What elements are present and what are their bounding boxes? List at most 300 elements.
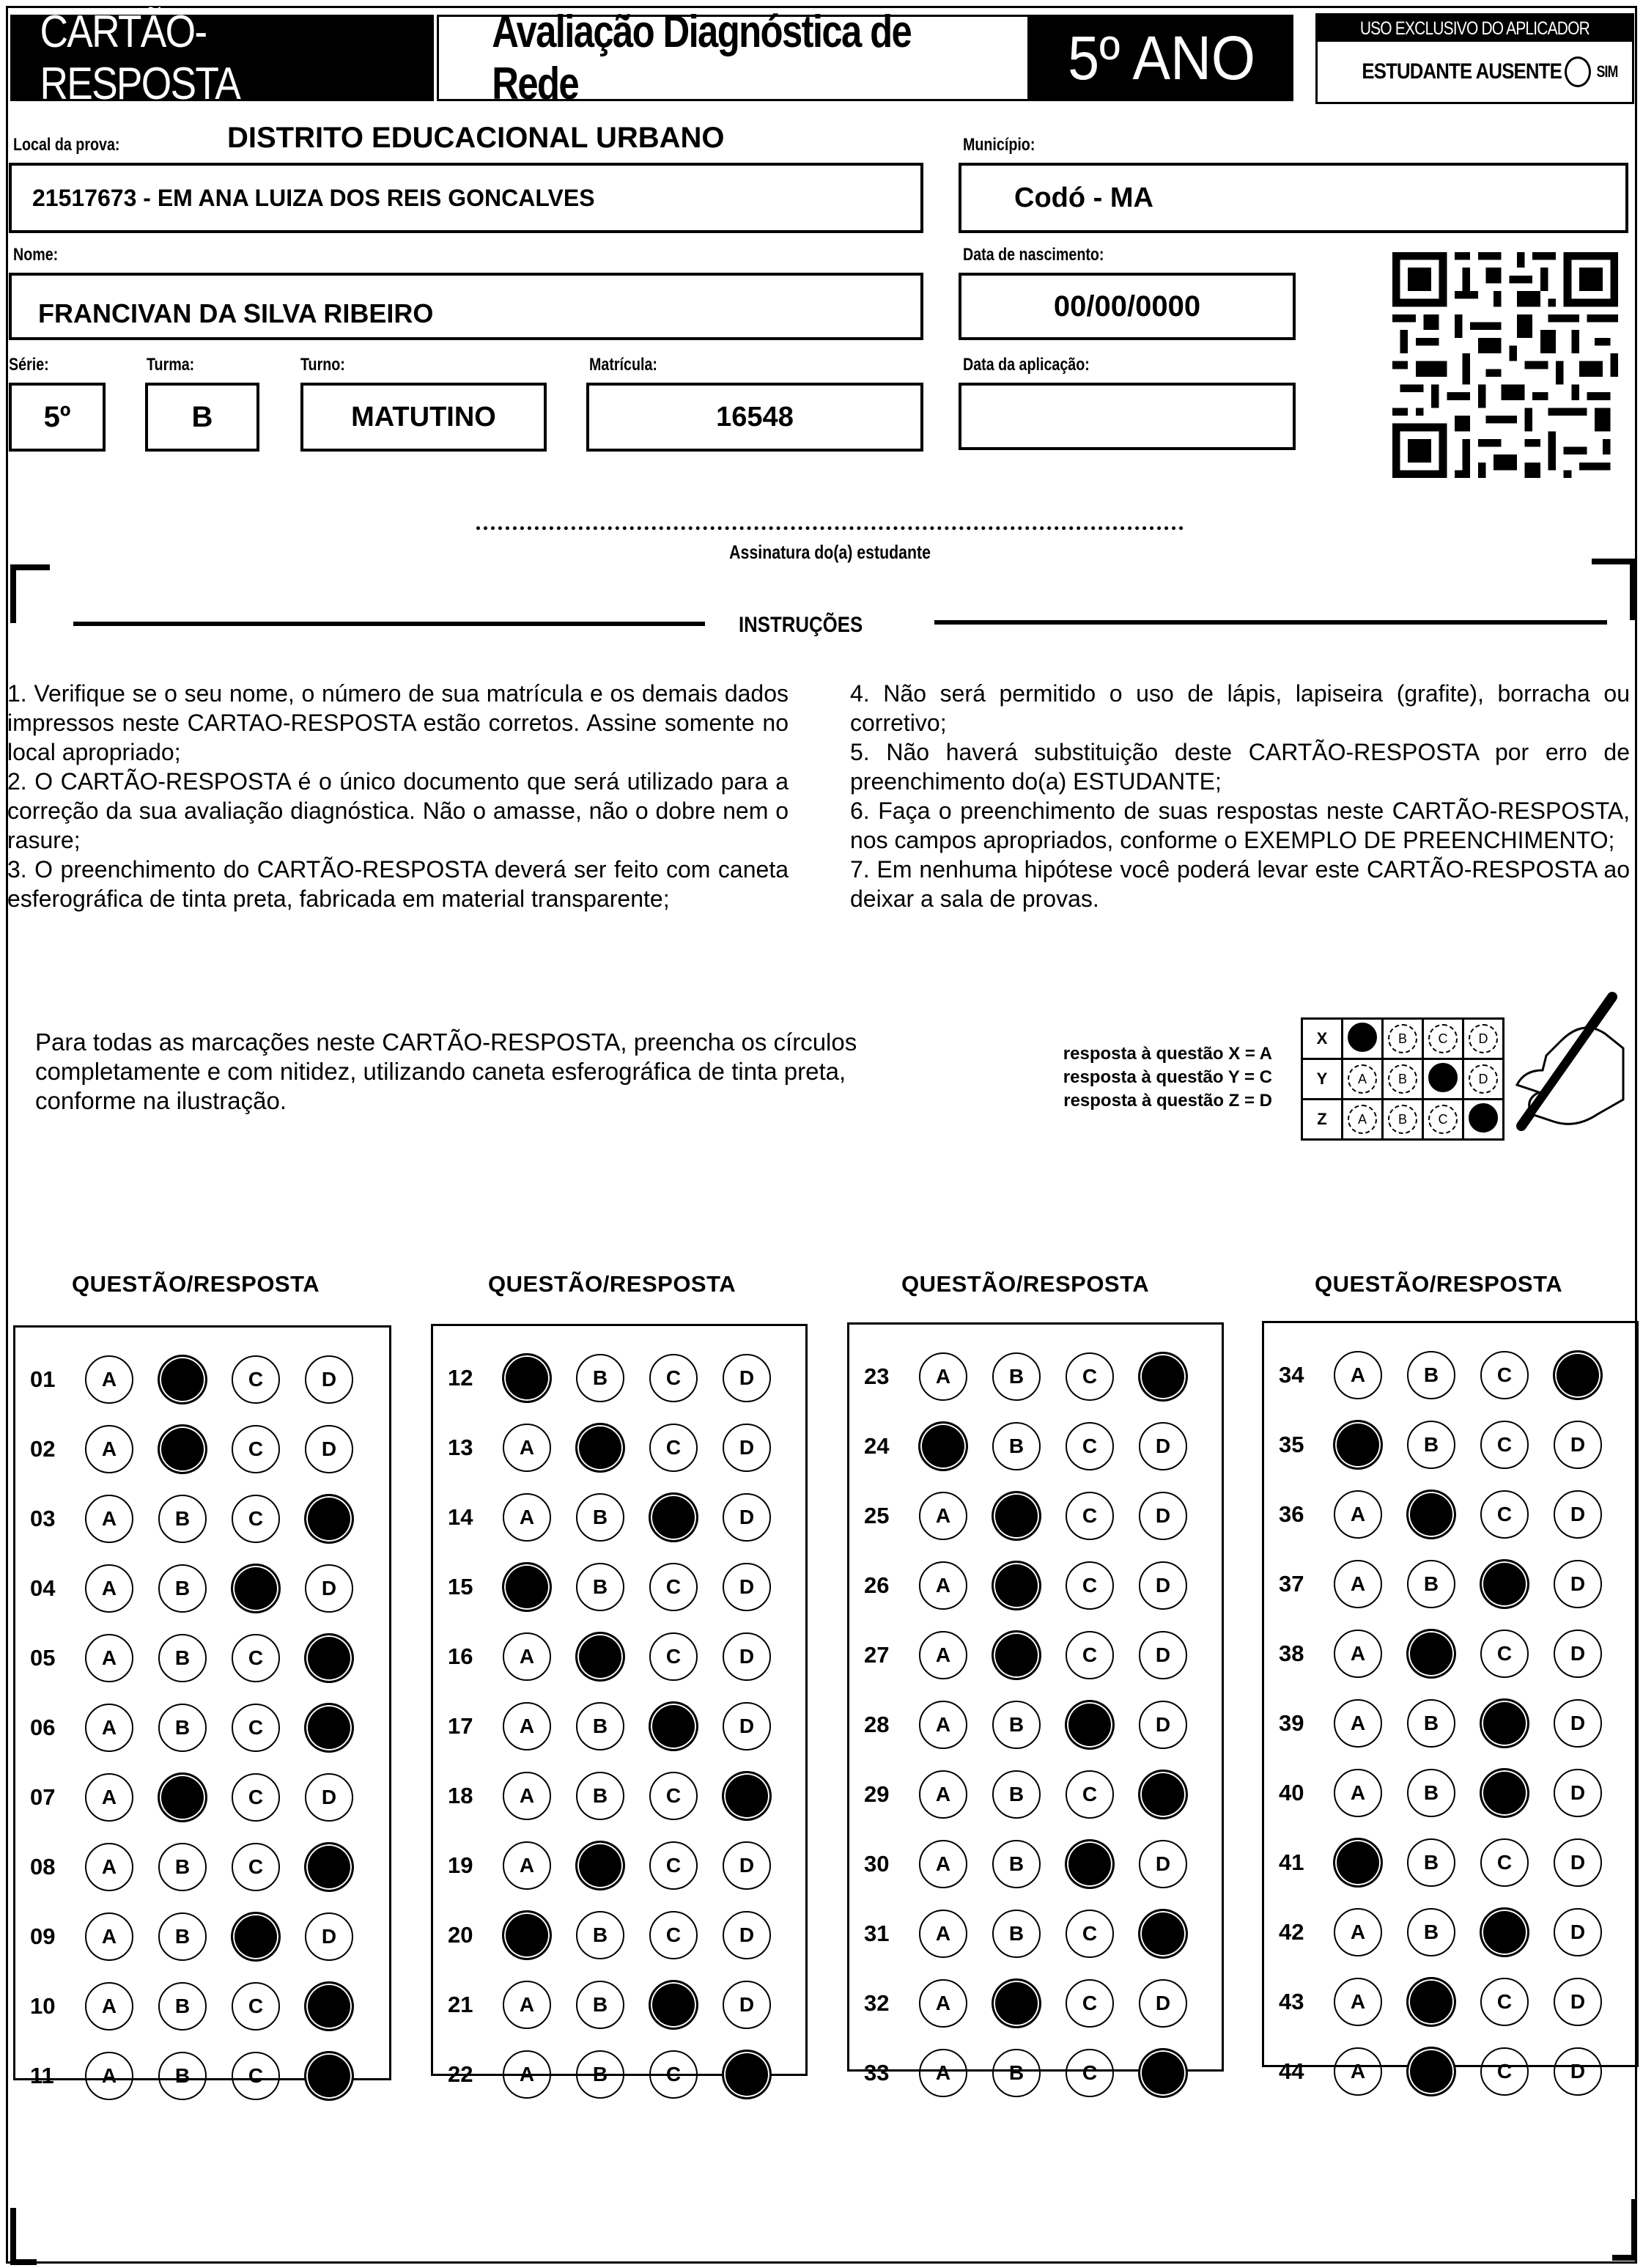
bubble-letter: A <box>519 1645 535 1668</box>
bubble-letter: C <box>665 1923 682 1946</box>
question-row <box>849 2047 1222 2099</box>
instruction-item: 1. Verifique se o seu nome, o número de sua matrícula e os demais dados impressos neste CARTAO-RESPOSTA estão corretos. Assine somente no local apropriado; <box>7 680 789 765</box>
answer-bubble[interactable] <box>85 1704 133 1752</box>
answer-bubble[interactable] <box>1334 1351 1382 1399</box>
answer-bubble[interactable] <box>503 1702 551 1750</box>
answer-bubble[interactable] <box>85 1495 133 1543</box>
answer-bubble-marked[interactable] <box>305 1704 353 1752</box>
answer-bubble[interactable] <box>1139 1979 1187 2028</box>
bubble-letter: D <box>739 1645 755 1668</box>
instructions-heading-text: INSTRUÇÕES <box>739 613 863 637</box>
answer-bubble[interactable] <box>1066 1352 1114 1401</box>
question-row <box>15 1981 389 2032</box>
bubble-letter: D <box>739 1993 755 2016</box>
bubble-letter: D <box>321 1437 337 1460</box>
question-row <box>15 1702 389 1753</box>
answer-bubble[interactable] <box>1066 1422 1114 1470</box>
answer-bubble-marked[interactable] <box>305 2052 353 2100</box>
answer-bubble[interactable] <box>723 1424 771 1472</box>
question-number: 29 <box>864 1781 890 1807</box>
answer-bubble[interactable] <box>503 1841 551 1890</box>
answer-bubble[interactable] <box>576 1911 624 1959</box>
answer-bubble[interactable] <box>1407 1560 1455 1608</box>
bubble-letter: B <box>592 1993 608 2016</box>
bubble-letter: C <box>248 1786 264 1808</box>
question-row <box>849 1560 1222 1611</box>
exam-title: Avaliação Diagnóstica de Rede <box>492 7 912 109</box>
answer-bubble[interactable] <box>919 1561 967 1610</box>
answer-bubble[interactable] <box>1139 1701 1187 1749</box>
question-row <box>1264 1767 1636 1819</box>
question-number: 19 <box>448 1852 473 1878</box>
answer-bubble-marked[interactable] <box>503 1354 551 1402</box>
bubble-letter: C <box>1496 1990 1513 2013</box>
answer-bubble-marked[interactable] <box>1554 1351 1602 1399</box>
answer-bubble[interactable] <box>1334 1630 1382 1678</box>
answer-bubble-marked[interactable] <box>1139 2049 1187 2097</box>
answer-bubble-marked[interactable] <box>1480 1769 1529 1817</box>
fill-example-legend <box>997 1042 1272 1113</box>
question-row <box>433 1422 805 1473</box>
answer-bubble[interactable] <box>1407 1699 1455 1748</box>
answer-bubble[interactable] <box>919 1840 967 1888</box>
answer-bubble-marked[interactable] <box>576 1841 624 1890</box>
question-row <box>849 1838 1222 1890</box>
answer-bubble[interactable] <box>232 1773 280 1822</box>
bubble-letter: B <box>1423 1363 1439 1386</box>
bubble-letter: B <box>174 1925 191 1948</box>
example-cell <box>1423 1100 1463 1140</box>
answer-bubble-marked[interactable] <box>158 1773 207 1822</box>
answer-bubble[interactable] <box>649 1911 698 1959</box>
answer-bubble[interactable] <box>919 1352 967 1401</box>
signature-caption <box>476 541 1184 564</box>
answer-bubble[interactable] <box>232 1843 280 1891</box>
bubble-letter: A <box>935 1574 951 1597</box>
answer-bubble[interactable] <box>576 1772 624 1820</box>
instruction-item: 5. Não haverá substituição deste CARTÃO-RESPOSTA por erro de preenchimento do(a) ESTUDANTE; <box>850 739 1630 795</box>
answer-bubble[interactable] <box>503 1493 551 1542</box>
answer-bubble[interactable] <box>1334 1908 1382 1956</box>
answer-bubble-marked[interactable] <box>1066 1701 1114 1749</box>
answer-bubble-marked[interactable] <box>1407 1630 1455 1678</box>
answer-bubble[interactable] <box>232 1495 280 1543</box>
answer-bubble[interactable] <box>992 2049 1041 2097</box>
question-number: 27 <box>864 1642 890 1668</box>
municipality-value: Codó - MA <box>1014 182 1153 213</box>
answer-bubble-marked[interactable] <box>576 1632 624 1681</box>
bubble-letter: C <box>665 1366 682 1389</box>
answer-bubble-marked[interactable] <box>1066 1840 1114 1888</box>
answer-bubble[interactable] <box>1334 2047 1382 2096</box>
absent-label: ESTUDANTE AUSENTE <box>1362 59 1562 84</box>
bubble-letter: A <box>519 1436 535 1459</box>
bubble-letter: A <box>935 1783 951 1805</box>
answer-bubble[interactable] <box>158 1912 207 1961</box>
answer-bubble[interactable] <box>1554 1490 1602 1539</box>
answer-bubble[interactable] <box>992 1352 1041 1401</box>
answer-bubble[interactable] <box>649 1772 698 1820</box>
question-number: 41 <box>1279 1849 1304 1875</box>
answer-bubble[interactable] <box>1139 1840 1187 1888</box>
class-value: B <box>191 400 213 433</box>
bubble-letter: D <box>1570 1642 1586 1665</box>
answer-bubble[interactable] <box>158 1634 207 1682</box>
question-number: 16 <box>448 1643 473 1669</box>
bubble-letter: B <box>174 2064 191 2087</box>
answer-bubble[interactable] <box>992 1770 1041 1819</box>
answer-bubble[interactable] <box>158 1704 207 1752</box>
answer-bubble[interactable] <box>503 2050 551 2099</box>
answer-bubble[interactable] <box>1139 1561 1187 1610</box>
answer-bubble[interactable] <box>1066 1910 1114 1958</box>
answer-bubble-marked[interactable] <box>305 1843 353 1891</box>
answer-bubble[interactable] <box>992 1701 1041 1749</box>
answer-bubble[interactable] <box>649 1632 698 1681</box>
question-number: 21 <box>448 1992 473 2017</box>
question-row <box>433 1352 805 1404</box>
grade-title: 5º ANO <box>1068 23 1255 92</box>
answer-bubble-marked[interactable] <box>649 1493 698 1542</box>
answer-bubble[interactable] <box>723 1841 771 1890</box>
bubble-letter: C <box>665 1436 682 1459</box>
bubble-letter: A <box>935 1852 951 1875</box>
answer-bubble-marked[interactable] <box>992 1979 1041 2028</box>
applicator-title: USO EXCLUSIVO DO APLICADOR <box>1359 18 1590 39</box>
application-date-field[interactable] <box>959 383 1296 450</box>
answer-bubble[interactable] <box>1334 1490 1382 1539</box>
bubble-letter: C <box>248 2064 264 2087</box>
answer-bubble-marked[interactable] <box>1407 2047 1455 2096</box>
answer-bubble[interactable] <box>723 1354 771 1402</box>
bubble-letter: C <box>1496 1433 1513 1456</box>
bubble-letter: A <box>101 1716 117 1739</box>
name-value: FRANCIVAN DA SILVA RIBEIRO <box>38 298 434 328</box>
birth-field <box>959 273 1296 340</box>
answer-bubble[interactable] <box>1480 1978 1529 2026</box>
bubble-letter: C <box>665 1784 682 1807</box>
bubble-letter: B <box>1423 1851 1439 1874</box>
bubble-letter: B <box>1423 1712 1439 1734</box>
legend-line: resposta à questão Z = D <box>1063 1091 1272 1111</box>
question-row <box>433 1910 805 1961</box>
question-row <box>15 1563 389 1614</box>
answer-bubble[interactable] <box>1554 1421 1602 1469</box>
answer-bubble-marked[interactable] <box>649 1702 698 1750</box>
answer-bubble[interactable] <box>919 1910 967 1958</box>
answer-bubble-marked[interactable] <box>919 1422 967 1470</box>
answer-bubble-marked[interactable] <box>305 1634 353 1682</box>
question-number: 34 <box>1279 1362 1304 1388</box>
question-number: 39 <box>1279 1710 1304 1736</box>
question-row <box>1264 1419 1636 1470</box>
bubble-letter: A <box>519 1854 535 1877</box>
answer-bubble[interactable] <box>1407 1351 1455 1399</box>
question-number: 18 <box>448 1783 473 1808</box>
answer-bubble[interactable] <box>232 2052 280 2100</box>
bubble-letter: C <box>665 2063 682 2085</box>
answer-bubble[interactable] <box>1334 1699 1382 1748</box>
answer-bubble[interactable] <box>1066 1492 1114 1540</box>
bubble-letter: B <box>592 1784 608 1807</box>
answer-bubble[interactable] <box>723 1632 771 1681</box>
question-row <box>15 1772 389 1823</box>
answer-column-heading: QUESTÃO/RESPOSTA <box>1315 1271 1563 1297</box>
answer-bubble[interactable] <box>1554 1908 1602 1956</box>
answer-bubble[interactable] <box>158 1495 207 1543</box>
corner-mark-bottom-left <box>10 2208 37 2265</box>
answer-bubble[interactable] <box>1139 1492 1187 1540</box>
answer-bubble[interactable] <box>919 1979 967 2028</box>
answer-bubble[interactable] <box>1554 1838 1602 1887</box>
answer-bubble-marked[interactable] <box>1139 1770 1187 1819</box>
answer-bubble[interactable] <box>1480 1490 1529 1539</box>
answer-bubble[interactable] <box>992 1840 1041 1888</box>
question-row <box>1264 1907 1636 1958</box>
bubble-letter: C <box>248 1995 264 2017</box>
answer-bubble[interactable] <box>1554 1699 1602 1748</box>
bubble-letter: A <box>1350 1642 1366 1665</box>
answer-bubble[interactable] <box>576 1981 624 2029</box>
answer-bubble[interactable] <box>919 1701 967 1749</box>
answer-bubble[interactable] <box>992 1422 1041 1470</box>
answer-bubble-marked[interactable] <box>1139 1352 1187 1401</box>
bubble-letter: A <box>519 1784 535 1807</box>
question-row <box>433 1492 805 1543</box>
answer-bubble[interactable] <box>158 1982 207 2030</box>
answer-bubble[interactable] <box>232 1634 280 1682</box>
question-row <box>15 1911 389 1962</box>
answer-bubble[interactable] <box>1066 1561 1114 1610</box>
answer-bubble[interactable] <box>85 1982 133 2030</box>
bubble-letter: A <box>935 1504 951 1527</box>
answer-bubble[interactable] <box>1066 2049 1114 2097</box>
answer-bubble[interactable] <box>1139 1631 1187 1679</box>
question-row <box>1264 1698 1636 1749</box>
answer-bubble[interactable] <box>1066 1631 1114 1679</box>
bubble-letter: D <box>1570 1851 1586 1874</box>
question-row <box>433 1979 805 2030</box>
answer-bubble-marked[interactable] <box>576 1424 624 1472</box>
answer-bubble[interactable] <box>503 1772 551 1820</box>
answer-bubble[interactable] <box>85 1564 133 1613</box>
question-row <box>433 1840 805 1891</box>
answer-bubble[interactable] <box>649 1841 698 1890</box>
bubble-letter: A <box>101 1507 117 1530</box>
answer-bubble[interactable] <box>649 1354 698 1402</box>
bubble-letter: D <box>739 1436 755 1459</box>
answer-column-3 <box>847 1322 1224 2085</box>
qr-code-icon <box>1389 252 1621 478</box>
school-field <box>9 163 923 233</box>
bubble-letter: A <box>519 2063 535 2085</box>
answer-bubble[interactable] <box>85 1425 133 1473</box>
answer-column-heading: QUESTÃO/RESPOSTA <box>72 1271 320 1297</box>
answer-bubble[interactable] <box>1407 1838 1455 1887</box>
answer-bubble[interactable] <box>649 2050 698 2099</box>
answer-bubble[interactable] <box>503 1424 551 1472</box>
answer-bubble[interactable] <box>1480 1838 1529 1887</box>
answer-bubble[interactable] <box>919 2049 967 2097</box>
answer-bubble[interactable] <box>85 2052 133 2100</box>
answer-bubble[interactable] <box>992 1910 1041 1958</box>
answer-bubble-marked[interactable] <box>305 1495 353 1543</box>
signature-line[interactable] <box>476 526 1184 530</box>
answer-bubble[interactable] <box>158 1564 207 1613</box>
answer-bubble[interactable] <box>305 1425 353 1473</box>
bubble-letter: B <box>592 1715 608 1737</box>
answer-bubble[interactable] <box>1554 1978 1602 2026</box>
answer-bubble-marked[interactable] <box>503 1911 551 1959</box>
question-number: 44 <box>1279 2058 1304 2084</box>
answer-bubble[interactable] <box>576 1354 624 1402</box>
question-row <box>15 1632 389 1684</box>
answer-bubble[interactable] <box>305 1912 353 1961</box>
question-number: 20 <box>448 1922 473 1948</box>
answer-bubble[interactable] <box>1407 1908 1455 1956</box>
question-number: 17 <box>448 1713 473 1739</box>
question-number: 24 <box>864 1433 890 1459</box>
bubble-letter: C <box>248 1646 264 1669</box>
answer-bubble[interactable] <box>649 1563 698 1611</box>
legend-line: resposta à questão Y = C <box>1063 1067 1272 1087</box>
answer-bubble-marked[interactable] <box>1480 1699 1529 1748</box>
bubble-letter: B <box>174 1646 191 1669</box>
bubble-letter: B <box>592 1366 608 1389</box>
answer-bubble[interactable] <box>723 1981 771 2029</box>
answer-bubble-marked[interactable] <box>723 2050 771 2099</box>
bubble-letter: A <box>519 1715 535 1737</box>
answer-bubble[interactable] <box>1554 1560 1602 1608</box>
grade-block <box>1030 15 1293 101</box>
answer-bubble-marked[interactable] <box>1480 1560 1529 1608</box>
answer-bubble[interactable] <box>1554 1630 1602 1678</box>
answer-bubble[interactable] <box>1407 1421 1455 1469</box>
answer-bubble[interactable] <box>723 1493 771 1542</box>
answer-bubble[interactable] <box>305 1355 353 1404</box>
answer-bubble[interactable] <box>1334 1560 1382 1608</box>
answer-bubble[interactable] <box>1554 2047 1602 2096</box>
answer-bubble[interactable] <box>85 1843 133 1891</box>
answer-bubble[interactable] <box>576 1493 624 1542</box>
answer-bubble[interactable] <box>1480 1351 1529 1399</box>
answer-bubble[interactable] <box>576 1702 624 1750</box>
bubble-letter: C <box>248 1437 264 1460</box>
answer-bubble[interactable] <box>919 1631 967 1679</box>
bubble-letter: C <box>248 1716 264 1739</box>
answer-bubble-marked[interactable] <box>232 1564 280 1613</box>
answer-bubble[interactable] <box>919 1770 967 1819</box>
answer-bubble[interactable] <box>576 1563 624 1611</box>
bubble-letter: D <box>1570 1990 1586 2013</box>
answer-bubble[interactable] <box>232 1355 280 1404</box>
answer-bubble-marked[interactable] <box>503 1563 551 1611</box>
answer-bubble[interactable] <box>1334 1769 1382 1817</box>
answer-bubble[interactable] <box>158 2052 207 2100</box>
question-row <box>433 1631 805 1682</box>
answer-bubble-marked[interactable] <box>1407 1978 1455 2026</box>
question-row <box>15 1841 389 1893</box>
answer-bubble[interactable] <box>1407 1769 1455 1817</box>
bubble-letter: D <box>321 1577 337 1599</box>
answer-bubble[interactable] <box>1480 2047 1529 2096</box>
bubble-letter: C <box>1082 2061 1098 2084</box>
legend-line: resposta à questão X = A <box>1063 1044 1272 1064</box>
answer-bubble[interactable] <box>158 1843 207 1891</box>
question-number: 28 <box>864 1712 890 1737</box>
answer-bubble-marked[interactable] <box>232 1912 280 1961</box>
answer-bubble[interactable] <box>919 1492 967 1540</box>
answer-bubble[interactable] <box>576 2050 624 2099</box>
answer-bubble[interactable] <box>232 1704 280 1752</box>
answer-bubble[interactable] <box>1066 1979 1114 2028</box>
answer-bubble[interactable] <box>1480 1630 1529 1678</box>
answer-bubble-marked[interactable] <box>158 1355 207 1404</box>
answer-bubble[interactable] <box>1139 1422 1187 1470</box>
answer-bubble[interactable] <box>85 1634 133 1682</box>
question-number: 23 <box>864 1363 890 1389</box>
question-number: 04 <box>30 1575 56 1601</box>
bubble-letter: D <box>1155 1643 1171 1666</box>
answer-bubble[interactable] <box>723 1563 771 1611</box>
bubble-letter: B <box>174 1716 191 1739</box>
bubble-letter: D <box>739 1715 755 1737</box>
answer-bubble-marked[interactable] <box>992 1631 1041 1679</box>
answer-bubble-marked[interactable] <box>1334 1421 1382 1469</box>
answer-bubble[interactable] <box>305 1773 353 1822</box>
answer-bubble[interactable] <box>232 1982 280 2030</box>
answer-bubble-marked[interactable] <box>1407 1490 1455 1539</box>
answer-bubble-marked[interactable] <box>305 1982 353 2030</box>
answer-bubble-marked[interactable] <box>723 1772 771 1820</box>
answer-bubble[interactable] <box>1066 1770 1114 1819</box>
answer-column-heading: QUESTÃO/RESPOSTA <box>901 1271 1150 1297</box>
answer-bubble[interactable] <box>503 1981 551 2029</box>
answer-bubble[interactable] <box>723 1702 771 1750</box>
answer-column-heading: QUESTÃO/RESPOSTA <box>488 1271 736 1297</box>
absent-radio[interactable] <box>1565 56 1591 87</box>
answer-bubble[interactable] <box>1480 1421 1529 1469</box>
question-row <box>849 1421 1222 1472</box>
answer-bubble[interactable] <box>503 1632 551 1681</box>
answer-bubble[interactable] <box>305 1564 353 1613</box>
bubble-letter: D <box>739 1506 755 1528</box>
answer-bubble-marked[interactable] <box>1334 1838 1382 1887</box>
answer-bubble-marked[interactable] <box>158 1425 207 1473</box>
example-cell <box>1423 1019 1463 1059</box>
question-number: 14 <box>448 1504 473 1530</box>
answer-bubble[interactable] <box>85 1355 133 1404</box>
answer-bubble[interactable] <box>85 1912 133 1961</box>
answer-bubble[interactable] <box>85 1773 133 1822</box>
answer-bubble[interactable] <box>1334 1978 1382 2026</box>
answer-bubble-marked[interactable] <box>1139 1910 1187 1958</box>
answer-column-1 <box>13 1325 391 2088</box>
example-cell <box>1383 1019 1423 1059</box>
question-row <box>849 1769 1222 1820</box>
question-row <box>1264 1350 1636 1401</box>
answer-bubble-marked[interactable] <box>992 1561 1041 1610</box>
bubble-letter: D <box>1155 1435 1171 1457</box>
answer-bubble-marked[interactable] <box>1480 1908 1529 1956</box>
answer-bubble-marked[interactable] <box>649 1981 698 2029</box>
bubble-letter: A <box>1350 1990 1366 2013</box>
answer-bubble[interactable] <box>232 1425 280 1473</box>
answer-bubble[interactable] <box>649 1424 698 1472</box>
answer-bubble[interactable] <box>723 1911 771 1959</box>
answer-bubble-marked[interactable] <box>992 1492 1041 1540</box>
answer-bubble[interactable] <box>1554 1769 1602 1817</box>
